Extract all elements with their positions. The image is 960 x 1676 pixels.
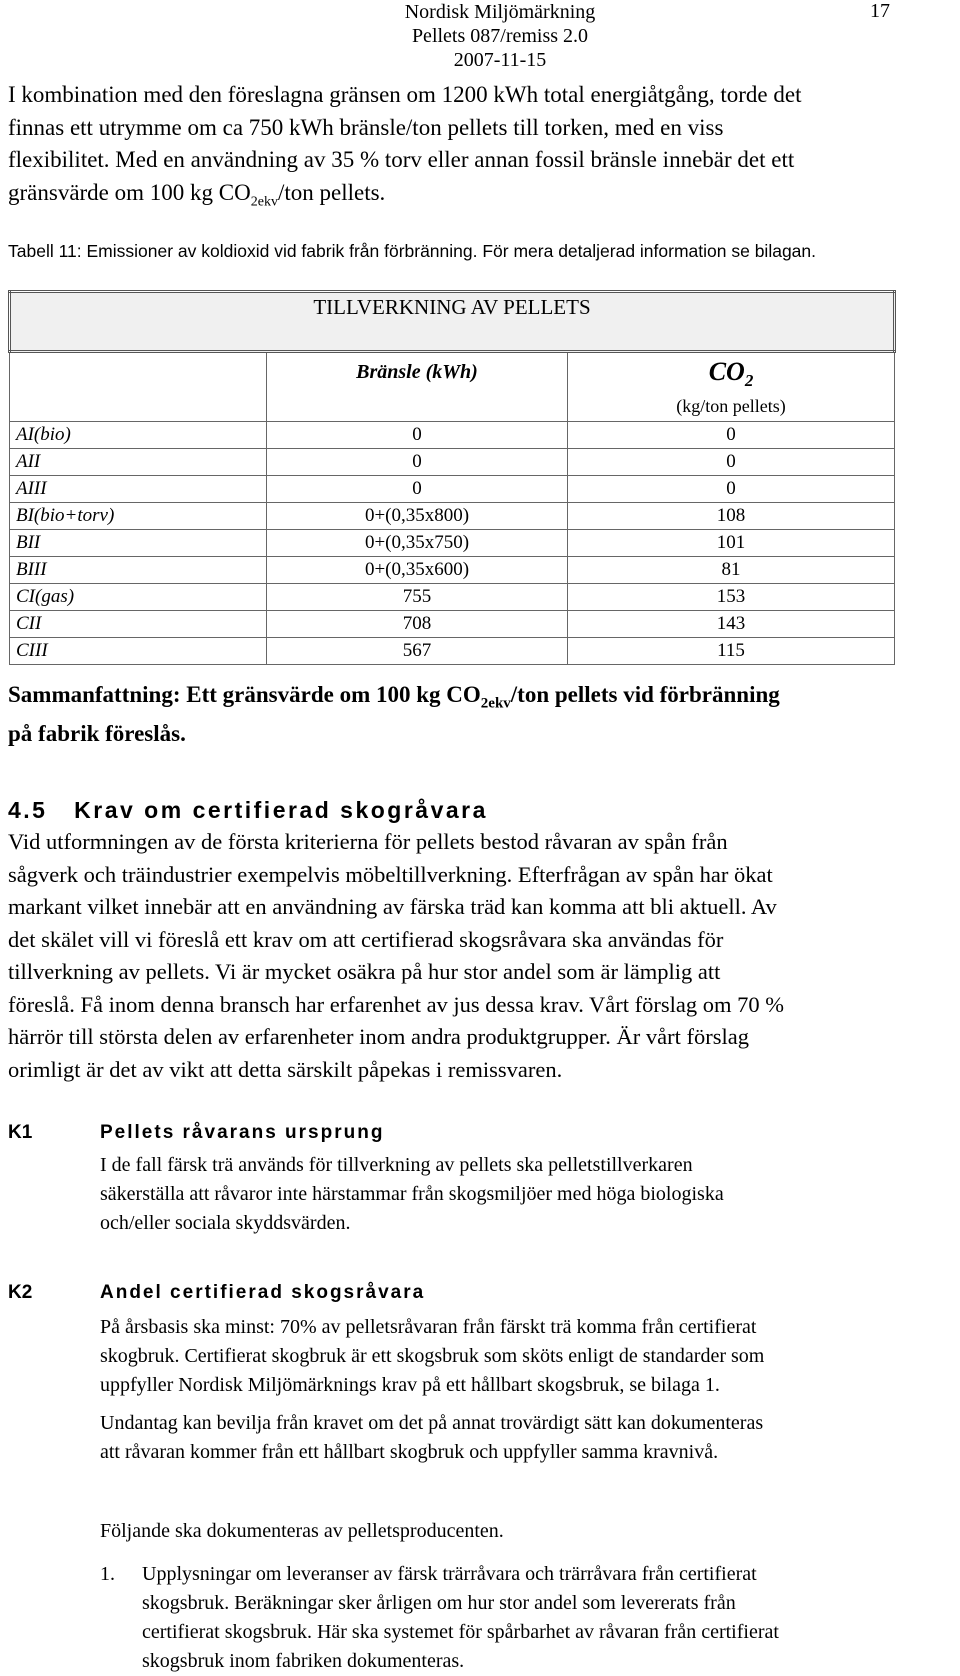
table-row [10, 584, 895, 611]
k2-paragraph-3: Följande ska dokumenteras av pelletsproducenten. [100, 1520, 504, 1542]
k1-body [100, 1151, 960, 1238]
body-line: I de fall färsk trä används för tillverkning av pellets ska pelletstillverkaren [100, 1154, 693, 1176]
page-number: 17 [870, 0, 890, 22]
list-line: skogsbruk inom fabriken dokumenteras. [142, 1650, 465, 1672]
table-row [10, 530, 895, 557]
header-doc: Pellets 087/remiss 2.0 [411, 25, 589, 47]
body-line: skogbruk. Certifierat skogbruk är ett skogsbruk som sköts enligt de standarder som [100, 1345, 765, 1367]
row-fuel: 0+(0,35x800) [267, 503, 568, 530]
row-name: CII [10, 611, 267, 638]
body-line: och/eller sociala skyddsvärden. [100, 1212, 351, 1234]
intro-line: I kombination med den föreslagna gränsen om 1200 kWh total energiåtgång, torde det [8, 82, 802, 107]
list-line: skogsbruk. Beräkningar sker årligen om hur stor andel som levererats från [142, 1592, 736, 1614]
table-row [10, 422, 895, 449]
header-empty-cell [10, 352, 267, 422]
header-date: 2007-11-15 [453, 49, 547, 71]
row-name: BII [10, 530, 267, 557]
intro-line: finnas ett utrymme om ca 750 kWh bränsle/ton pellets till torken, med en viss [8, 114, 724, 140]
table-title: TILLVERKNING AV PELLETS [10, 292, 895, 352]
body-line: sågverk och träindustrier exempelvis möbeltillverkning. Efterfrågan av spån har ökat [8, 861, 773, 887]
row-co2: 143 [568, 611, 895, 638]
list-line: certifierat skogsbruk. Här ska systemet för spårbarhet av råvaran från certifierat [142, 1621, 779, 1643]
body-line: orimligt är det av vikt att detta särskilt påpekas i remissvaren. [8, 1056, 563, 1082]
row-co2: 108 [568, 503, 895, 530]
row-co2: 153 [568, 584, 895, 611]
row-co2: 81 [568, 557, 895, 584]
intro-line: flexibilitet. Med en användning av 35 % torv eller annan fossil bränsle innebär det ett [8, 147, 795, 172]
k2-paragraph-1 [100, 1313, 960, 1400]
table-row [10, 449, 895, 476]
k2-label: K2 [8, 1282, 33, 1303]
body-line: Undantag kan bevilja från kravet om det på annat trovärdigt sätt kan dokumenteras [100, 1412, 764, 1434]
body-line: tillverkning av pellets. Vi är mycket osäkra på hur stor andel som är lämplig att [8, 959, 721, 984]
row-name: CIII [10, 638, 267, 665]
row-fuel: 0 [267, 476, 568, 503]
header-fuel: Bränsle (kWh) [267, 352, 568, 422]
header-org: Nordisk Miljömärkning [404, 1, 596, 23]
table-caption: Tabell 11: Emissioner av koldioxid vid fabrik från förbränning. För mera detaljerad information se bilagan. [8, 241, 816, 261]
summary: Sammanfattning: Ett gränsvärde om 100 kg $CO_{2ekv}$/ton pellets vid förbränning på fabrik föreslås. [8, 682, 780, 746]
row-name: CI(gas) [10, 584, 267, 611]
row-fuel: 0+(0,35x600) [267, 557, 568, 584]
row-name: AIII [10, 476, 267, 503]
row-fuel: 0 [267, 422, 568, 449]
section-heading: 4.5 Krav om certifierad skogråvara [8, 797, 488, 823]
row-fuel: 0+(0,35x750) [267, 530, 568, 557]
header-co2: $CO_2$ (kg/ton pellets) [568, 352, 895, 422]
k2-heading: Andel certifierad skogsråvara [100, 1282, 426, 1303]
list-line: Upplysningar om leveranser av färsk trärråvara och trärråvara från certifierat [142, 1563, 757, 1585]
section-45-body [8, 826, 958, 1086]
k1-heading: Pellets råvarans ursprung [100, 1122, 385, 1143]
body-line: markant vilket innebär att en användning av färska träd kan komma att bli aktuell. Av [8, 894, 777, 919]
body-line: På årsbasis ska minst: 70% av pelletsråvaran från färskt trä komma från certifierat [100, 1316, 757, 1338]
k1-label: K1 [8, 1122, 33, 1143]
row-name: BI(bio+torv) [10, 503, 267, 530]
row-co2: 0 [568, 476, 895, 503]
row-fuel: 755 [267, 584, 568, 611]
row-fuel: 567 [267, 638, 568, 665]
table-row [10, 638, 895, 665]
table-row [10, 557, 895, 584]
body-line: härrör till största delen av erfarenheter inom andra produktgrupper. Är vårt förslag [8, 1024, 749, 1049]
row-co2: 0 [568, 449, 895, 476]
row-name: AI(bio) [10, 422, 267, 449]
intro-paragraph [8, 79, 958, 219]
table-row [10, 476, 895, 503]
row-name: AII [10, 449, 267, 476]
list-item [142, 1560, 960, 1676]
body-line: Vid utformningen av de första kriterierna för pellets bestod råvaran av spån från [8, 829, 728, 854]
table-row [10, 503, 895, 530]
list-number: 1. [100, 1563, 115, 1585]
body-line: föreslå. Få inom denna bransch har erfarenhet av jus dessa krav. Vårt förslag om 70 % [8, 991, 784, 1017]
body-line: att råvaran kommer från ett hållbart skogbruk och uppfyller samma kravnivå. [100, 1441, 719, 1463]
emissions-table [8, 290, 896, 665]
body-line: det skälet vill vi föreslå ett krav om att certifierad skogsråvara ska användas för [8, 926, 724, 952]
row-fuel: 708 [267, 611, 568, 638]
row-fuel: 0 [267, 449, 568, 476]
table-row [10, 611, 895, 638]
row-co2: 101 [568, 530, 895, 557]
row-co2: 115 [568, 638, 895, 665]
k2-paragraph-2 [100, 1409, 960, 1467]
body-line: uppfyller Nordisk Miljömärknings krav på ett hållbart skogsbruk, se bilaga 1. [100, 1374, 720, 1396]
body-line: säkerställa att råvaror inte härstammar från skogsmiljöer med höga biologiska [100, 1183, 724, 1205]
intro-line: gränsvärde om 100 kg $CO_{2ekv}$/ton pellets. [8, 179, 386, 210]
row-co2: 0 [568, 422, 895, 449]
row-name: BIII [10, 557, 267, 584]
